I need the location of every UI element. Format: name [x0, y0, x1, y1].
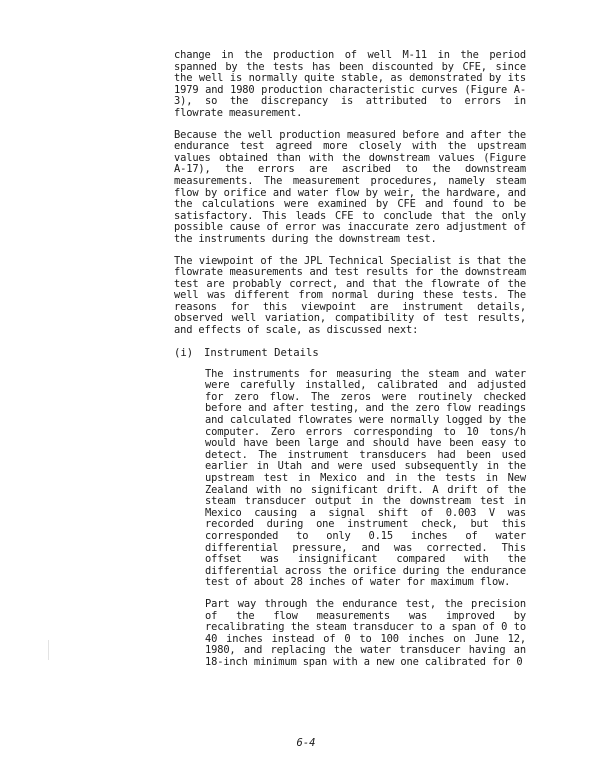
paragraph-3: The viewpoint of the JPL Technical Specialist is that the flowrate measurements and test results for the downstream test are probably correct, and that the flowrate of the well was different from normal during these tests. The reasons for this viewpoint are instrument details, observed well variation, compatibility of test results, and effects of scale, as discussed next:: [174, 254, 526, 337]
section-paragraph-1: The instruments for measuring the steam and water were carefully installed, calibrated and adjusted for zero flow. The zeros were routinely checked before and after testing, and the zero flow readings and calculated flowrates were normally logged by the computer. Zero errors corresponding to 10 tons/h would have been large and should have been easy to detect. The instrument transducers had been used earlier in Utah and were used subsequently in the upstream test in Mexico and in the tests in New Zealand with no significant drift. A drift of the steam transducer output in the downstream test in Mexico causing a signal shift of 0.003 V was recorded during one instrument check, but this corresponded to only 0.15 inches of water differential pressure, and was corrected. This offset was insignificant compared with the differential across the orifice during the endurance test of about 28 inches of water for maximum flow.: [205, 367, 526, 589]
text-column: [174, 50, 526, 679]
section-paragraph-2: Part way through the endurance test, the precision of the flow measurements was improved by recalibrating the steam transducer to a span of 0 to 40 inches instead of 0 to 100 inches on June 12, 1980, and replacing the water transducer having an 18-inch minimum span with a new one calibrated for 0: [205, 597, 526, 668]
paragraph-1: change in the production of well M-11 in the period spanned by the tests has been discounted by CFE, since the well is normally quite stable, as demonstrated by its 1979 and 1980 production characteristic curves (Figure A-3), so the discrepancy is attributed to errors in flowrate measurement.: [174, 49, 526, 119]
scan-margin-mark: [48, 640, 49, 660]
page-number: 6-4: [296, 737, 316, 749]
section-title: Instrument Details: [204, 346, 319, 359]
section-heading: [174, 347, 526, 359]
paragraph-2: Because the well production measured before and after the endurance test agreed more closely with the upstream values obtained than with the downstream values (Figure A-17), the errors are ascribed to the downstream measurements. The measurement procedures, namely steam flow by orifice and water flow by weir, the hardware, and the calculations were examined by CFE and found to be satisfactory. This leads CFE to conclude that the only possible cause of error was inaccurate zero adjustment of the instruments during the downstream test.: [174, 128, 526, 245]
section-number: (i): [174, 346, 194, 359]
